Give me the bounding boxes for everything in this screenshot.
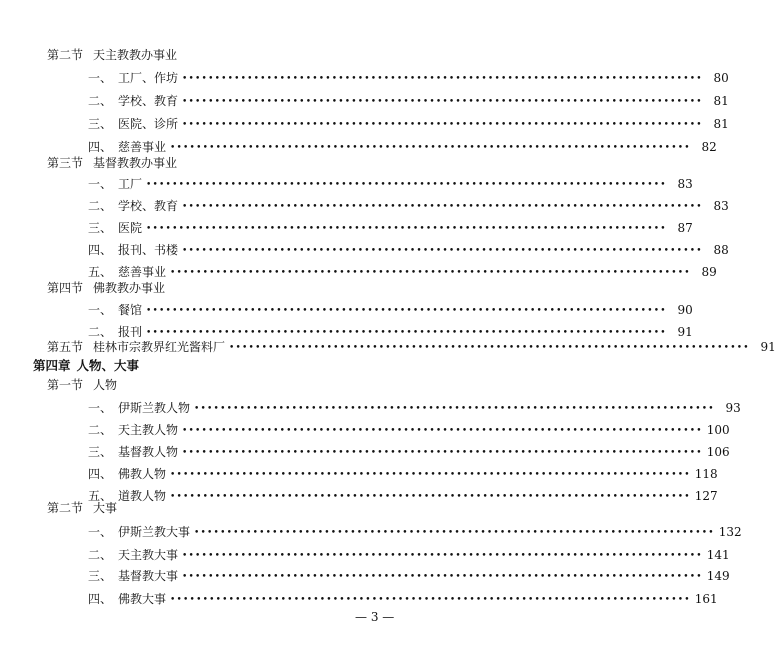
toc-entry-page: 89 (701, 265, 717, 279)
toc-entry-title: 基督教人物 (118, 445, 179, 459)
toc-entry-page: 93 (725, 401, 741, 415)
toc-entry-number: 四、 (88, 140, 113, 154)
toc-entry-page: 132 (718, 525, 742, 539)
toc-entry-page: 91 (677, 325, 693, 339)
toc-entry-number: 四、 (88, 243, 113, 257)
toc-entry-number: 三、 (88, 221, 113, 235)
toc-entry-title: 报刊、书楼 (118, 243, 179, 257)
toc-entry-title: 医院、诊所 (118, 117, 179, 131)
toc-entry-number: 第四章 (33, 358, 71, 373)
toc-entry-page: 90 (677, 303, 693, 317)
dot-leader: •••••••••••••••••••••••••••••••••••••••••••••••••••••••••••••••••••••••••••••••• (194, 404, 715, 414)
toc-item (88, 568, 730, 586)
toc-entry-number: 第一节 (47, 378, 84, 392)
toc-entry-page: 127 (694, 489, 718, 503)
toc-entry-title: 桂林市宗教界红光酱料厂 (93, 340, 226, 354)
toc-entry-page: 100 (706, 423, 730, 437)
toc-entry-title: 慈善事业 (118, 265, 167, 279)
toc-entry-page: 161 (694, 592, 718, 606)
toc-entry-number: 一、 (88, 525, 113, 539)
toc-item (88, 302, 693, 320)
toc-entry-number: 一、 (88, 303, 113, 317)
toc-entry-number: 二、 (88, 94, 113, 108)
dot-leader: •••••••••••••••••••••••••••••••••••••••••••••••••••••••••••••••••••••••••••••••• (182, 97, 703, 107)
toc-entry-number: 第三节 (47, 156, 84, 170)
toc-entry-page: 81 (713, 117, 729, 131)
toc-entry-page: 82 (701, 140, 717, 154)
toc-entry-number: 二、 (88, 423, 113, 437)
toc-item (88, 524, 742, 542)
toc-entry-page: 118 (694, 467, 718, 481)
toc-entry-number: 三、 (88, 569, 113, 583)
dot-leader: •••••••••••••••••••••••••••••••••••••••••••••••••••••••••••••••••••••••••••••••• (182, 74, 703, 84)
toc-entry-page: 81 (713, 94, 729, 108)
toc-entry-page: 80 (713, 71, 729, 85)
toc-entry-page: 88 (713, 243, 729, 257)
toc-entry-number: 二、 (88, 325, 113, 339)
toc-entry-page: 83 (677, 177, 693, 191)
dot-leader: •••••••••••••••••••••••••••••••••••••••••••••••••••••••••••••••••••••••••••••••• (146, 328, 667, 338)
toc-entry-number: 五、 (88, 265, 113, 279)
toc-entry-title: 佛教人物 (118, 467, 167, 481)
toc-section (47, 500, 404, 516)
toc-entry-number: 三、 (88, 445, 113, 459)
toc-entry-page: 149 (706, 569, 730, 583)
toc-entry-title: 大事 (93, 501, 118, 515)
toc-entry-title: 天主教人物 (118, 423, 179, 437)
dot-leader: •••••••••••••••••••••••••••••••••••••••••••••••••••••••••••••••••••••••••••••••• (182, 448, 703, 458)
toc-item (88, 444, 730, 462)
toc-entry-number: 五、 (88, 489, 113, 503)
toc-item (88, 70, 729, 88)
toc-entry-number: 第二节 (47, 48, 84, 62)
toc-entry-title: 伊斯兰教大事 (118, 525, 191, 539)
page-number: — 3 — (355, 610, 395, 624)
toc-entry-title: 慈善事业 (118, 140, 167, 154)
toc-entry-title: 医院 (118, 221, 143, 235)
toc-entry-title: 佛教教办事业 (93, 281, 166, 295)
toc-entry-title: 学校、教育 (118, 94, 179, 108)
toc-entry-page: 141 (706, 548, 730, 562)
dot-leader: •••••••••••••••••••••••••••••••••••••••••••••••••••••••••••••••••••••••••••••••• (146, 224, 667, 234)
dot-leader: •••••••••••••••••••••••••••••••••••••••••••••••••••••••••••••••••••••••••••••••• (194, 528, 715, 538)
toc-item (88, 176, 693, 194)
toc-entry-title: 人物、大事 (76, 358, 140, 373)
toc-entry-title: 佛教大事 (118, 592, 167, 606)
toc-entry-title: 学校、教育 (118, 199, 179, 213)
toc-item (88, 242, 729, 260)
toc-entry-number: 三、 (88, 117, 113, 131)
dot-leader: •••••••••••••••••••••••••••••••••••••••••••••••••••••••••••••••••••••••••••••••• (182, 246, 703, 256)
toc-item (88, 93, 729, 111)
toc-entry-number: 第四节 (47, 281, 84, 295)
dot-leader: •••••••••••••••••••••••••••••••••••••••••••••••••••••••••••••••••••••••••••••••• (146, 180, 667, 190)
toc-section (47, 339, 776, 357)
toc-entry-title: 道教人物 (118, 489, 167, 503)
toc-section (47, 47, 404, 63)
dot-leader: •••••••••••••••••••••••••••••••••••••••••••••••••••••••••••••••••••••••••••••••• (182, 120, 703, 130)
dot-leader: •••••••••••••••••••••••••••••••••••••••••••••••••••••••••••••••••••••••••••••••• (182, 572, 703, 582)
toc-item (88, 422, 730, 440)
toc-section (47, 280, 404, 296)
dot-leader: •••••••••••••••••••••••••••••••••••••••••••••••••••••••••••••••••••••••••••••••• (170, 595, 691, 605)
toc-section (47, 377, 404, 393)
toc-entry-title: 伊斯兰教人物 (118, 401, 191, 415)
dot-leader: •••••••••••••••••••••••••••••••••••••••••••••••••••••••••••••••••••••••••••••••• (146, 306, 667, 316)
toc-entry-number: 第二节 (47, 501, 84, 515)
toc-section (47, 155, 404, 171)
toc-entry-page: 91 (760, 340, 776, 354)
toc-item (88, 220, 693, 238)
toc-item (88, 116, 729, 134)
toc-entry-page: 106 (706, 445, 730, 459)
toc-item (88, 400, 741, 418)
dot-leader: •••••••••••••••••••••••••••••••••••••••••••••••••••••••••••••••••••••••••••••••• (182, 202, 703, 212)
toc-entry-number: 一、 (88, 401, 113, 415)
toc-entry-page: 87 (677, 221, 693, 235)
toc-entry-number: 四、 (88, 592, 113, 606)
dot-leader: •••••••••••••••••••••••••••••••••••••••••••••••••••••••••••••••••••••••••••••••• (170, 492, 691, 502)
toc-item (88, 547, 730, 565)
toc-entry-number: 二、 (88, 548, 113, 562)
dot-leader: •••••••••••••••••••••••••••••••••••••••••••••••••••••••••••••••••••••••••••••••• (170, 268, 691, 278)
toc-item (88, 591, 718, 609)
toc-item (88, 198, 729, 216)
toc-entry-title: 基督教大事 (118, 569, 179, 583)
toc-item (88, 466, 718, 484)
toc-entry-title: 天主教教办事业 (93, 48, 178, 62)
dot-leader: •••••••••••••••••••••••••••••••••••••••••••••••••••••••••••••••••••••••••••••••• (170, 143, 691, 153)
toc-entry-title: 工厂、作坊 (118, 71, 179, 85)
toc-entry-title: 人物 (93, 378, 118, 392)
toc-entry-page: 83 (713, 199, 729, 213)
toc-entry-title: 天主教大事 (118, 548, 179, 562)
dot-leader: •••••••••••••••••••••••••••••••••••••••••••••••••••••••••••••••••••••••••••••••• (182, 426, 703, 436)
toc-entry-number: 第五节 (47, 340, 84, 354)
toc-chapter (33, 358, 404, 374)
toc-entry-title: 工厂 (118, 177, 143, 191)
toc-entry-number: 四、 (88, 467, 113, 481)
dot-leader: •••••••••••••••••••••••••••••••••••••••••••••••••••••••••••••••••••••••••••••••• (229, 343, 750, 353)
toc-entry-number: 一、 (88, 177, 113, 191)
toc-entry-title: 报刊 (118, 325, 143, 339)
toc-entry-number: 一、 (88, 71, 113, 85)
dot-leader: •••••••••••••••••••••••••••••••••••••••••••••••••••••••••••••••••••••••••••••••• (170, 470, 691, 480)
toc-entry-title: 基督教教办事业 (93, 156, 178, 170)
dot-leader: •••••••••••••••••••••••••••••••••••••••••••••••••••••••••••••••••••••••••••••••• (182, 551, 703, 561)
toc-entry-number: 二、 (88, 199, 113, 213)
toc-entry-title: 餐馆 (118, 303, 143, 317)
